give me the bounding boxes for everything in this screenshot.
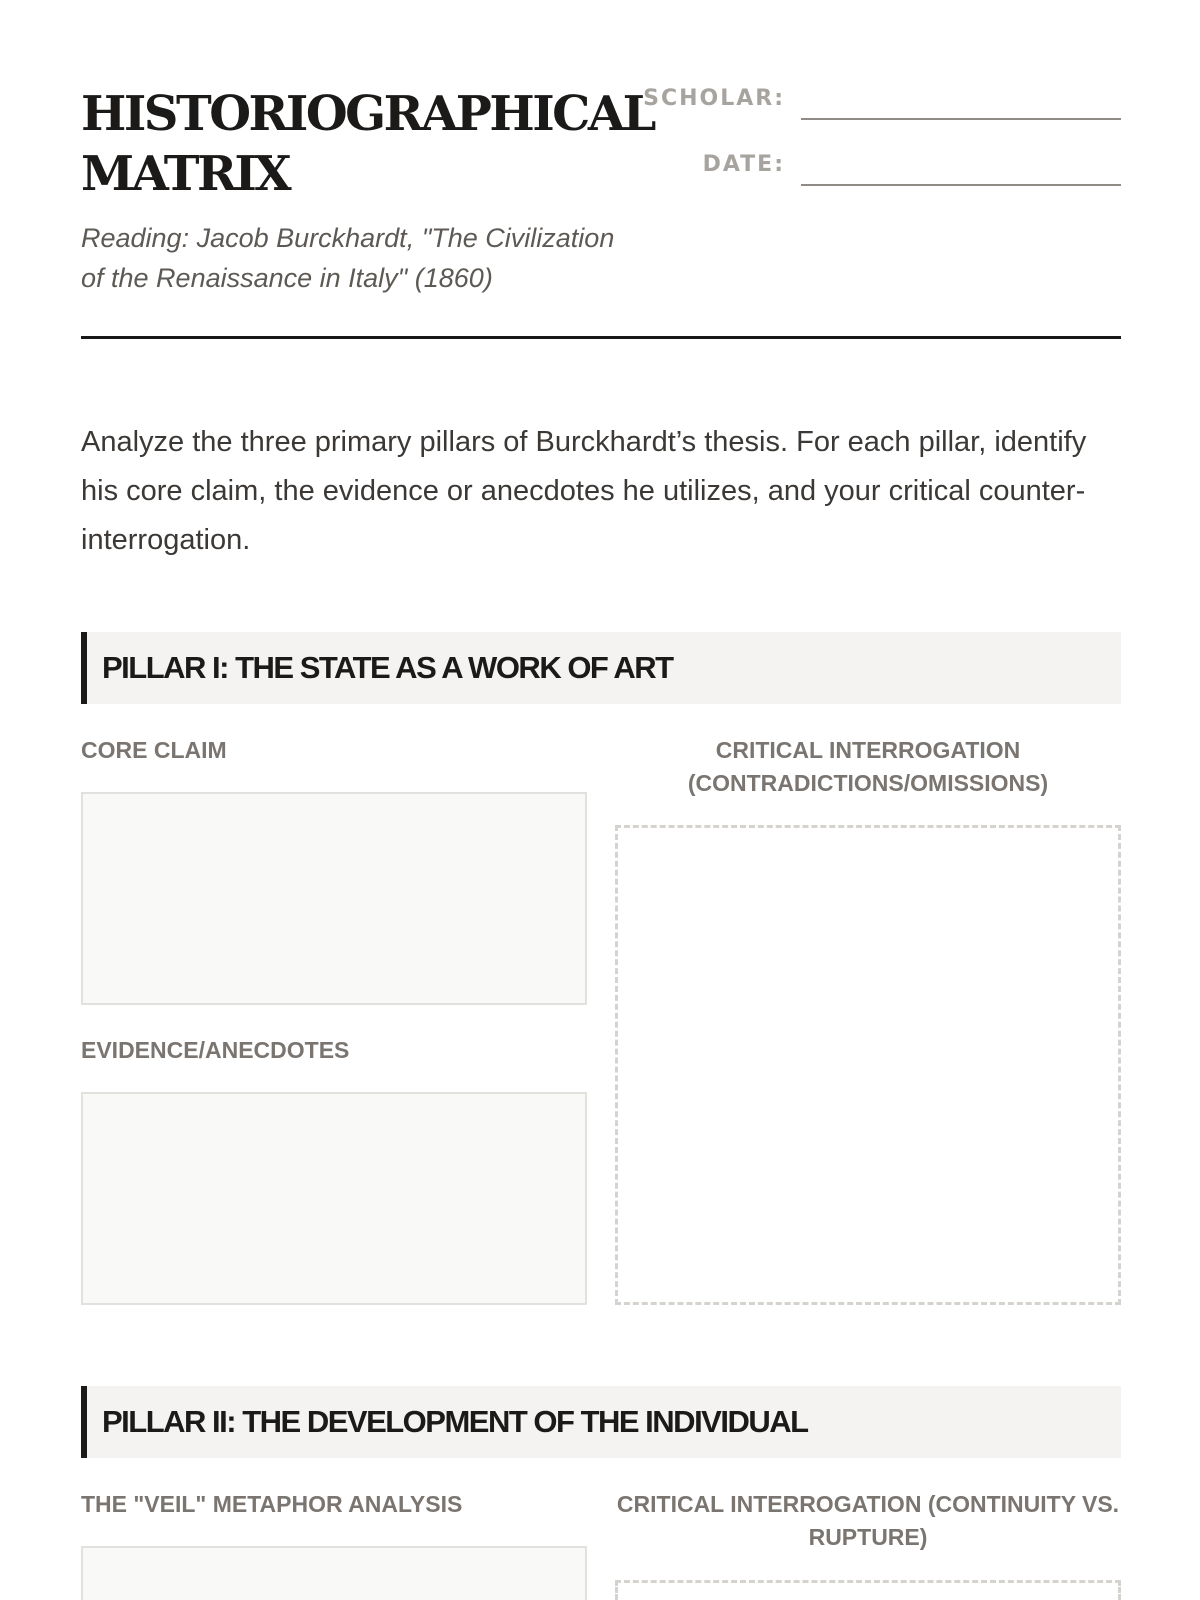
pillar-2-header	[81, 1386, 1121, 1458]
pillar-1-critical-interrogation-box[interactable]	[615, 825, 1121, 1305]
scholar-label: SCHOLAR:	[643, 86, 785, 111]
pillar-2-critical-interrogation-label: CRITICAL INTERROGATION (CONTINUITY VS. RUPTURE)	[616, 1491, 1120, 1550]
date-input-line[interactable]	[801, 184, 1121, 186]
date-label: DATE:	[702, 152, 785, 177]
date-field	[641, 150, 1121, 190]
worksheet-page	[81, 0, 1121, 1600]
pillar-2-critical-interrogation-box[interactable]	[615, 1580, 1121, 1600]
pillar-1-core-claim-box[interactable]	[81, 792, 587, 1005]
pillar-2-veil-metaphor-label: THE "VEIL" METAPHOR ANALYSIS	[81, 1491, 463, 1517]
document-title-line-2: MATRIX	[81, 146, 290, 202]
pillar-1-evidence-label: EVIDENCE/ANECDOTES	[81, 1037, 350, 1063]
scholar-input-line[interactable]	[801, 118, 1121, 120]
pillar-1-header	[81, 632, 1121, 704]
pillar-1-title: PILLAR I: THE STATE AS A WORK OF ART	[102, 650, 673, 685]
instructions-text: Analyze the three primary pillars of Burckhardt’s thesis. For each pillar, identify his core claim, the evidence or anecdotes he utilizes, and your critical counter-interrogation.	[81, 426, 1087, 556]
pillar-1-evidence-box[interactable]	[81, 1092, 587, 1305]
worksheet-header	[81, 84, 1121, 339]
pillar-1-core-claim-label: CORE CLAIM	[81, 737, 227, 763]
reading-subtitle: Reading: Jacob Burckhardt, "The Civilization of the Renaissance in Italy" (1860)	[81, 223, 615, 293]
title-block	[81, 84, 654, 298]
document-title-line-1: HISTORIOGRAPHICAL	[81, 86, 654, 142]
scholar-field	[641, 84, 1121, 124]
document-title	[81, 84, 654, 204]
pillar-1-critical-interrogation-label: CRITICAL INTERROGATION (CONTRADICTIONS/OMISSIONS)	[687, 737, 1049, 796]
pillar-2-title: PILLAR II: THE DEVELOPMENT OF THE INDIVIDUAL	[102, 1404, 808, 1439]
pillar-2-veil-metaphor-box[interactable]	[81, 1546, 587, 1600]
